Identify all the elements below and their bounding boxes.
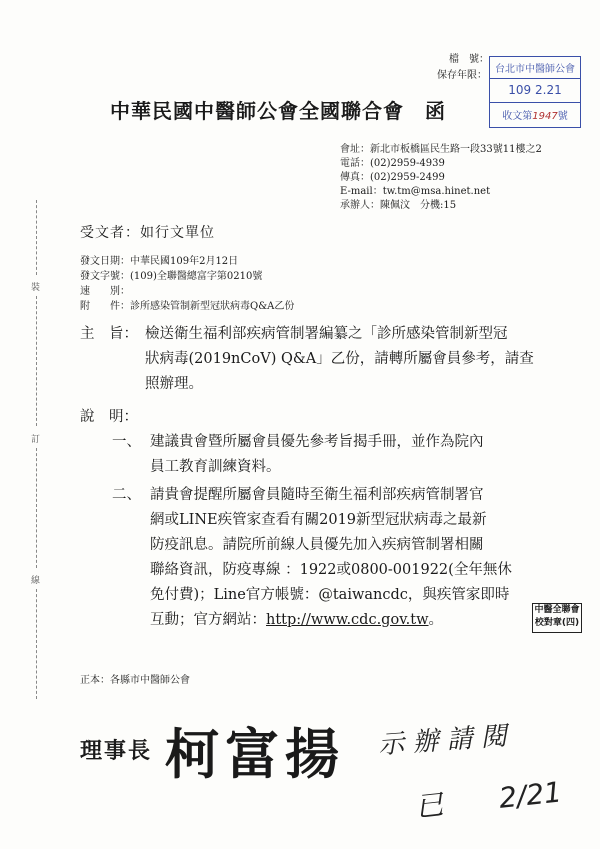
stamp-receipt: [490, 107, 580, 122]
seal-line-1: 中醫全聯會: [534, 605, 580, 615]
stamp-receipt-no: 1947: [532, 111, 558, 122]
retention-label: 保存年限：: [437, 70, 487, 81]
contact-phone: 電話：(02)2959-4939: [340, 158, 445, 169]
margin-dash-3: [36, 448, 38, 568]
item-2-line-2: 網或LINE疾管家查看有關2019新型冠狀病毒之最新: [150, 512, 487, 528]
contact-address: 會址：新北市板橋區民生路一段33號11樓之2: [340, 144, 542, 155]
margin-dash-1: [36, 200, 38, 275]
contact-handler: 承辦人：陳佩汶 分機:15: [340, 200, 457, 211]
margin-dash-2: [36, 296, 38, 426]
subject-line-3: 照辦理。: [145, 376, 203, 392]
handwritten-signature: 已 2/21: [413, 775, 564, 824]
recipient: 受文者：如行文單位: [80, 225, 215, 241]
seal-line-2: 校對章(四): [534, 618, 580, 628]
item-2-line-1: 請貴會提醒所屬會員隨時至衛生福利部疾病管制署官: [150, 487, 484, 503]
margin-mark-staple: 訂: [31, 435, 41, 445]
margin-mark-bind: 裝: [31, 283, 41, 293]
stamp-receipt-prefix: 收文第: [502, 111, 533, 122]
item-2-line-6-b: 。: [428, 612, 444, 628]
item-1-line-2: 員工教育訓練資料。: [150, 459, 281, 475]
subject-label: 主 旨：: [80, 326, 138, 342]
speed: 速 別：: [80, 286, 130, 297]
item-1-line-1: 建議貴會暨所屬會員優先參考旨揭手冊，並作為院內: [150, 434, 484, 450]
contact-fax: 傳真：(02)2959-2499: [340, 172, 445, 183]
item-2-line-6: [150, 608, 443, 633]
proofread-seal: [532, 603, 582, 633]
chairman-label: 理事長: [80, 739, 153, 764]
item-2-line-4: 聯絡資訊，防疫專線 ：1922或0800-001922(全年無休: [150, 562, 512, 578]
cdc-url-link[interactable]: http://www.cdc.gov.tw: [266, 612, 429, 628]
attachment: 附 件：診所感染管制新型冠狀病毒Q&A乙份: [80, 301, 295, 312]
receipt-stamp: [489, 56, 581, 128]
cc-recipients: 正本：各縣市中醫師公會: [80, 675, 190, 686]
handwritten-instruction: 示 辦 請 閱: [377, 721, 508, 761]
stamp-date: 109 2.21: [508, 83, 562, 97]
item-2-line-3: 防疫訊息。請院所前線人員優先加入疾病管制署相關: [150, 537, 484, 553]
margin-dash-4: [36, 589, 38, 699]
contact-email: E-mail：tw.tm@msa.hinet.net: [340, 186, 491, 197]
margin-mark-line: 線: [31, 576, 41, 586]
chairman-name: 柯富揚: [165, 723, 345, 786]
stamp-org: 台北市中醫師公會: [495, 64, 575, 75]
item-2-line-5: 免付費)；Line官方帳號：@taiwancdc，與疾管家即時: [150, 587, 510, 603]
stamp-receipt-suffix: 號: [557, 111, 568, 122]
item-2-line-6-a: 互動；官方網站：: [150, 612, 266, 628]
document-title: 中華民國中醫師公會全國聯合會 函: [110, 99, 446, 123]
doc-number: 發文字號：(109)全聯醫總富字第0210號: [80, 271, 263, 282]
file-no-label: 檔 號：: [449, 54, 489, 65]
issue-date: 發文日期：中華民國109年2月12日: [80, 256, 239, 267]
subject-line-1: 檢送衛生福利部疾病管制署編纂之「診所感染管制新型冠: [145, 326, 508, 342]
subject-line-2: 狀病毒(2019nCoV) Q&A」乙份，請轉所屬會員參考，請查: [145, 351, 534, 367]
item-2-number: 二、: [112, 487, 141, 503]
explanation-label: 說 明：: [80, 409, 138, 425]
item-1-number: 一、: [112, 434, 141, 450]
